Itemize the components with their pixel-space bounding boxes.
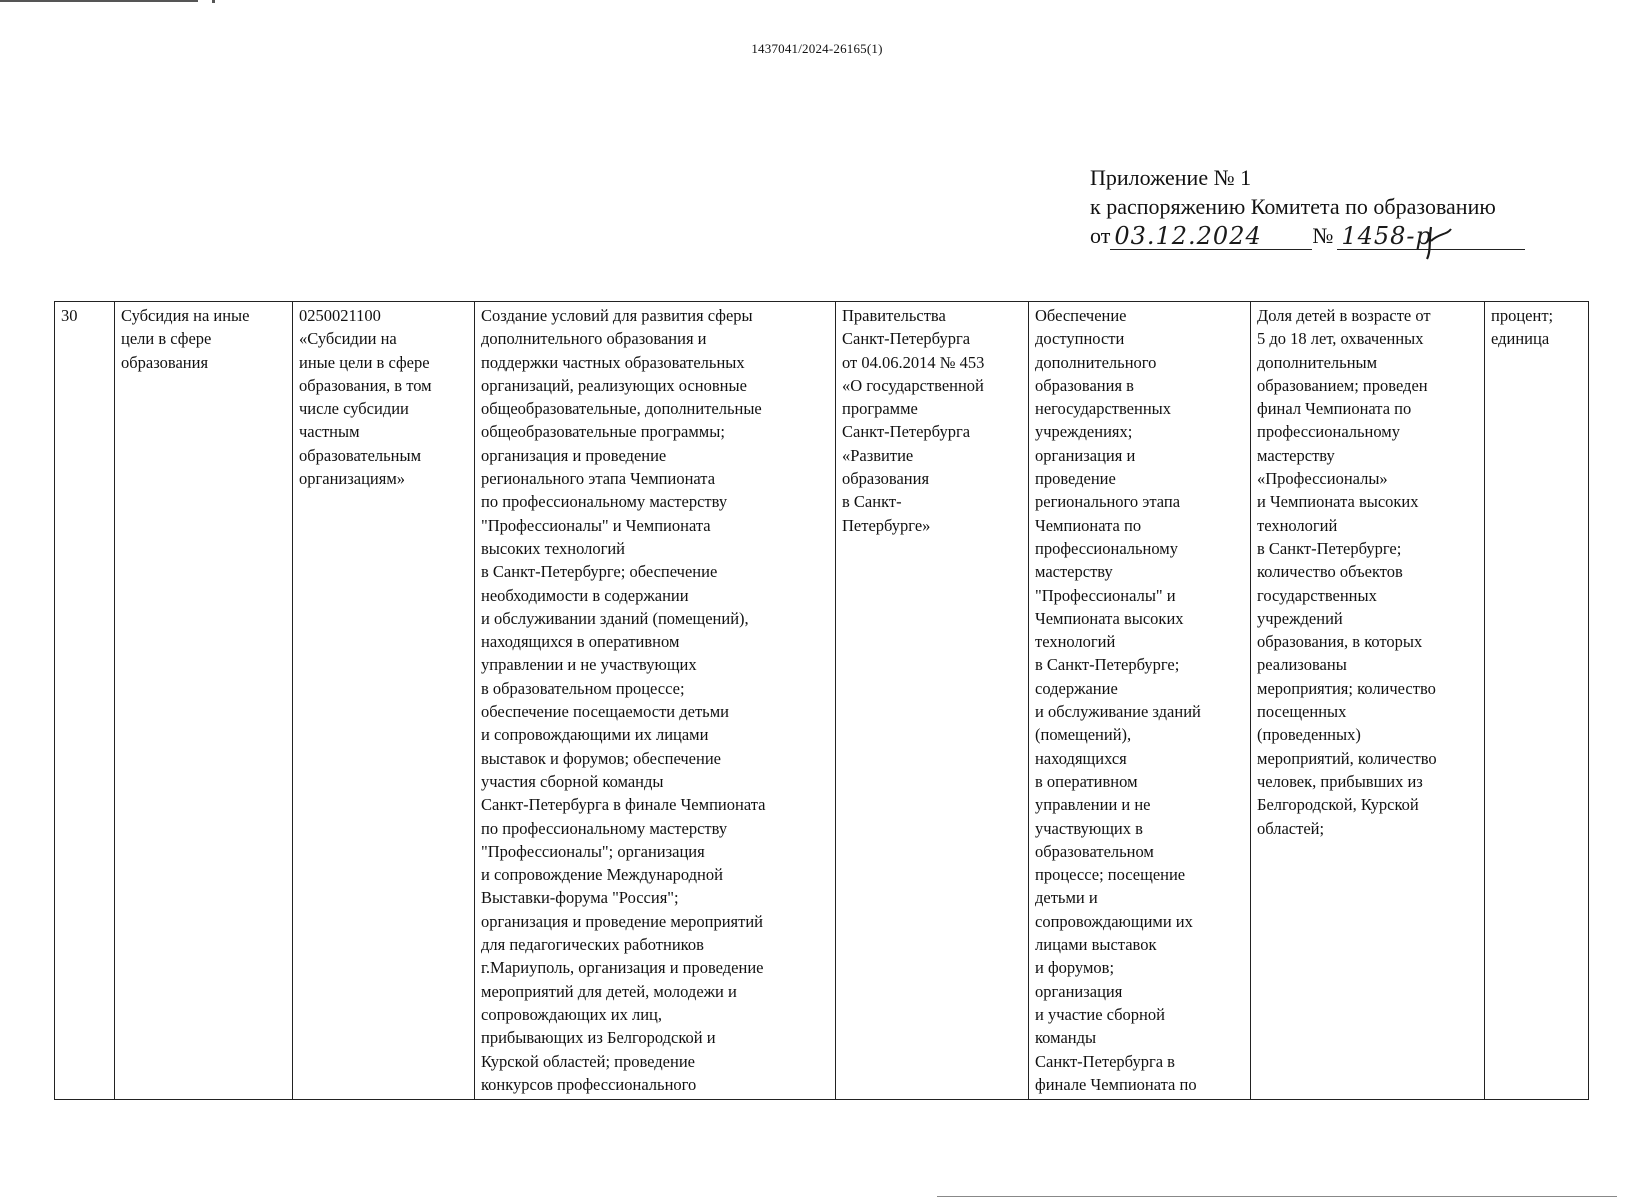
indicators-cell	[1251, 302, 1485, 1100]
appendix-subtitle: к распоряжению Комитета по образованию	[1090, 194, 1496, 219]
subsidy-name-cell	[115, 302, 293, 1100]
document-id: 1437041/2024-26165(1)	[751, 41, 883, 56]
signature-stroke-icon	[1425, 221, 1455, 261]
scan-edge-mark	[0, 0, 198, 2]
code-cell	[293, 302, 475, 1100]
code-description: 0250021100 «Субсидии на иные цели в сфере образования, в том числе субсидии частным образовательным организациям»	[299, 306, 432, 489]
units-cell	[1485, 302, 1589, 1100]
result-text: Обеспечение доступности дополнительного образования в негосударственных учреждениях; организация и проведение регионального этапа Чемпионата по профессиональному мастерству "Профессионалы" и Чемпионата высоких технологий в Санкт-Петербурге; содержание и обслуживание зданий (помещений), находящихся в оперативном управлении и не участвующих в образовательном процессе; посещение детьми и сопровождающими их лицами выставок и форумов; организация и участие сборной команды Санкт-Петербурга в финале Чемпионата по	[1035, 306, 1201, 1094]
subsidy-name: Субсидия на иные цели в сфере образования	[121, 306, 250, 372]
units-text: процент; единица	[1491, 306, 1554, 349]
indicators-text: Доля детей в возрасте от 5 до 18 лет, охваченных дополнительным образованием; проведен финал Чемпионата по профессиональному мастерству «Профессионалы» и Чемпионата высоких технологий в Санкт-Петербурге; количество объектов государственных учреждений образования, в которых реализованы мероприятия; количество посещенных (проведенных) мероприятий, количество человек, прибывших из Белгородской, Курской областей;	[1257, 306, 1437, 838]
appendix-block	[1090, 163, 1560, 250]
appendix-date-number-line	[1090, 221, 1560, 250]
subsidy-table	[54, 301, 1589, 1100]
row-number-cell	[55, 302, 115, 1100]
scan-bottom-edge	[937, 1196, 1617, 1197]
handwritten-date: 03.12.2024	[1114, 222, 1262, 250]
number-field	[1337, 223, 1525, 250]
appendix-title: Приложение № 1	[1090, 165, 1252, 190]
purpose-text: Создание условий для развития сферы дополнительного образования и поддержки частных образовательных организаций, реализующих основные общеобразовательные, дополнительные общеобразовательные программы; организация и проведение регионального этапа Чемпионата по профессиональному мастерству "Профессионалы" и Чемпионата высоких технологий в Санкт-Петербурге; обеспечение необходимости в содержании и обслуживании зданий (помещений), находящихся в оперативном управлении и не участвующих в образовательном процессе; обеспечение посещаемости детьми и сопровождающими их лицами выставок и форумов; обеспечение участия сборной команды Санкт-Петербурга в финале Чемпионата по профессиональному мастерству "Профессионалы"; организация и сопровождение Международной Выставки-форума "Россия"; организация и проведение мероприятий для педагогических работников г.Мариуполь, организация и проведение мероприятий для детей, молодежи и сопровождающих их лиц, прибывающих из Белгородской и Курской областей; проведение конкурсов профессионального	[481, 306, 766, 1094]
result-cell	[1029, 302, 1251, 1100]
scan-edge-dot	[212, 0, 215, 3]
legal-basis-text: Правительства Санкт-Петербурга от 04.06.2014 № 453 «О государственной программе Санкт-Петербурга «Развитие образования в Санкт- Петербурге»	[842, 306, 985, 535]
date-field	[1110, 223, 1312, 250]
table-row	[55, 302, 1589, 1100]
handwritten-number: 1458-р	[1341, 222, 1432, 250]
date-prefix: от	[1090, 223, 1111, 248]
purpose-cell	[475, 302, 836, 1100]
row-number: 30	[61, 306, 78, 325]
legal-basis-cell	[836, 302, 1029, 1100]
number-prefix: №	[1312, 223, 1334, 248]
